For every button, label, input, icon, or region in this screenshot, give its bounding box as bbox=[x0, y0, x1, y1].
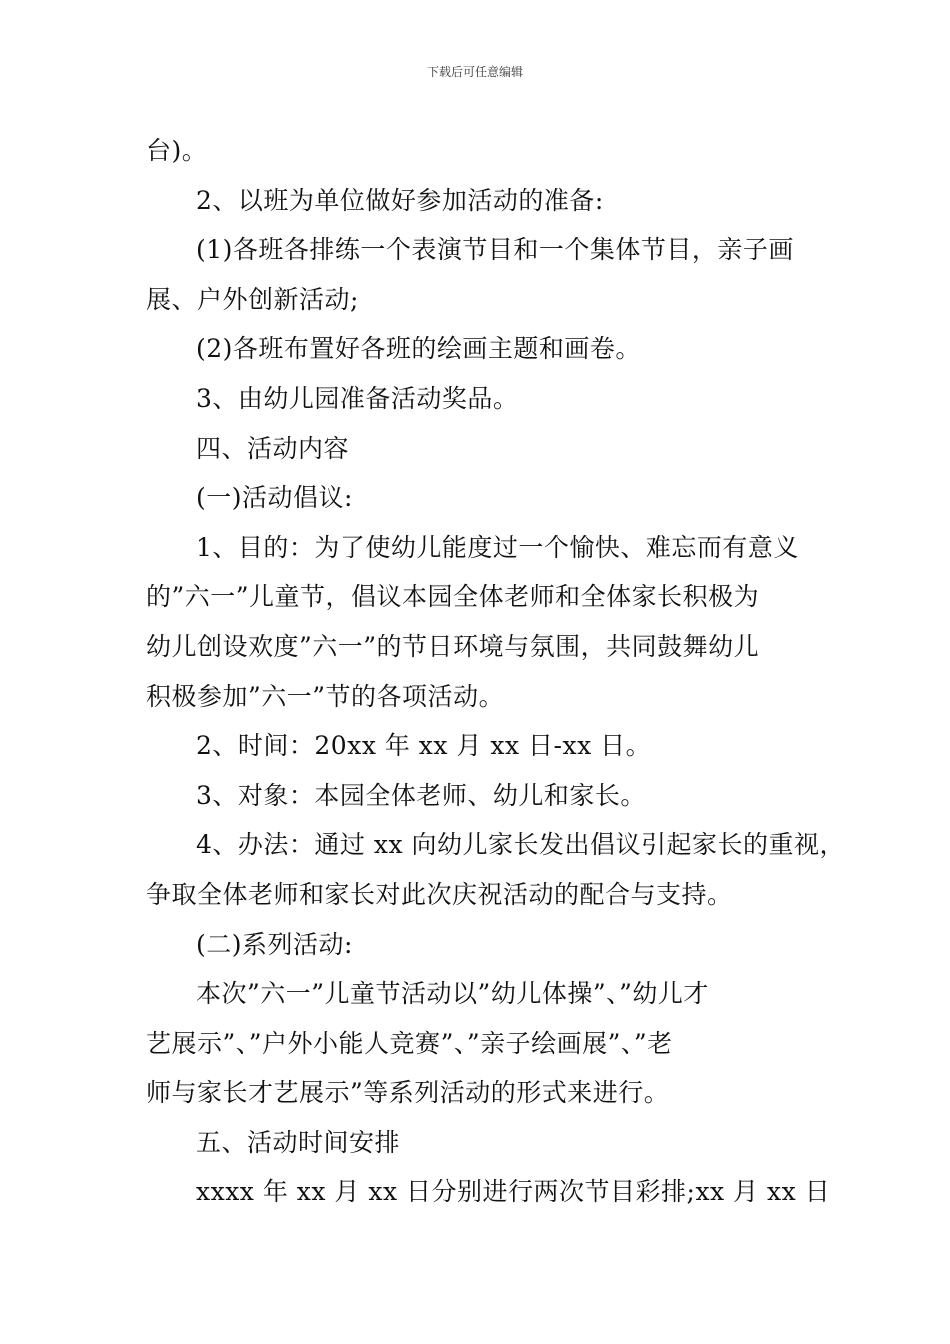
document-body bbox=[146, 126, 845, 1217]
paragraph-line: 幼儿创设欢度”六一”的节日环境与氛围，共同鼓舞幼儿 bbox=[146, 631, 760, 661]
paragraph-line: 师与家长才艺展示”等系列活动的形式来进行。 bbox=[146, 1078, 670, 1108]
paragraph-line: 展、户外创新活动; bbox=[146, 284, 359, 314]
subsection-heading: (一)活动倡议: bbox=[196, 483, 353, 513]
section-heading: 四、活动内容 bbox=[196, 433, 350, 463]
section-heading: 五、活动时间安排 bbox=[196, 1127, 401, 1157]
page-header: 下载后可任意编辑 bbox=[426, 65, 523, 79]
paragraph-line: (1)各班各排练一个表演节目和一个集体节目，亲子画 bbox=[196, 235, 794, 265]
paragraph-line: 争取全体老师和家长对此次庆祝活动的配合与支持。 bbox=[146, 879, 733, 909]
paragraph-line: 3、由幼儿园准备活动奖品。 bbox=[196, 383, 519, 413]
paragraph-line: 1、目的：为了使幼儿能度过一个愉快、难忘而有意义 bbox=[196, 532, 799, 562]
paragraph-line: 的”六一”儿童节，倡议本园全体老师和全体家长积极为 bbox=[146, 582, 760, 612]
paragraph-line: 3、对象：本园全体老师、幼儿和家长。 bbox=[196, 780, 646, 810]
paragraph-line: 艺展示”、”户外小能人竞赛”、”亲子绘画展”、”老 bbox=[146, 1028, 673, 1058]
paragraph-line: 4、办法：通过 xx 向幼儿家长发出倡议引起家长的重视， bbox=[196, 830, 845, 860]
paragraph-line: (2)各班布置好各班的绘画主题和画卷。 bbox=[196, 334, 641, 364]
paragraph-line: xxxx 年 xx 月 xx 日分别进行两次节目彩排;xx 月 xx 日 bbox=[196, 1177, 831, 1207]
paragraph-line: 2、以班为单位做好参加活动的准备: bbox=[196, 185, 604, 215]
paragraph-line: 本次”六一”儿童节活动以”幼儿体操”、”幼儿才 bbox=[196, 979, 709, 1009]
paragraph-line: 台)。 bbox=[146, 136, 208, 165]
subsection-heading: (二)系列活动: bbox=[196, 929, 353, 959]
paragraph-line: 2、时间：20xx 年 xx 月 xx 日-xx 日。 bbox=[196, 731, 652, 761]
paragraph-line: 积极参加”六一”节的各项活动。 bbox=[146, 681, 505, 711]
